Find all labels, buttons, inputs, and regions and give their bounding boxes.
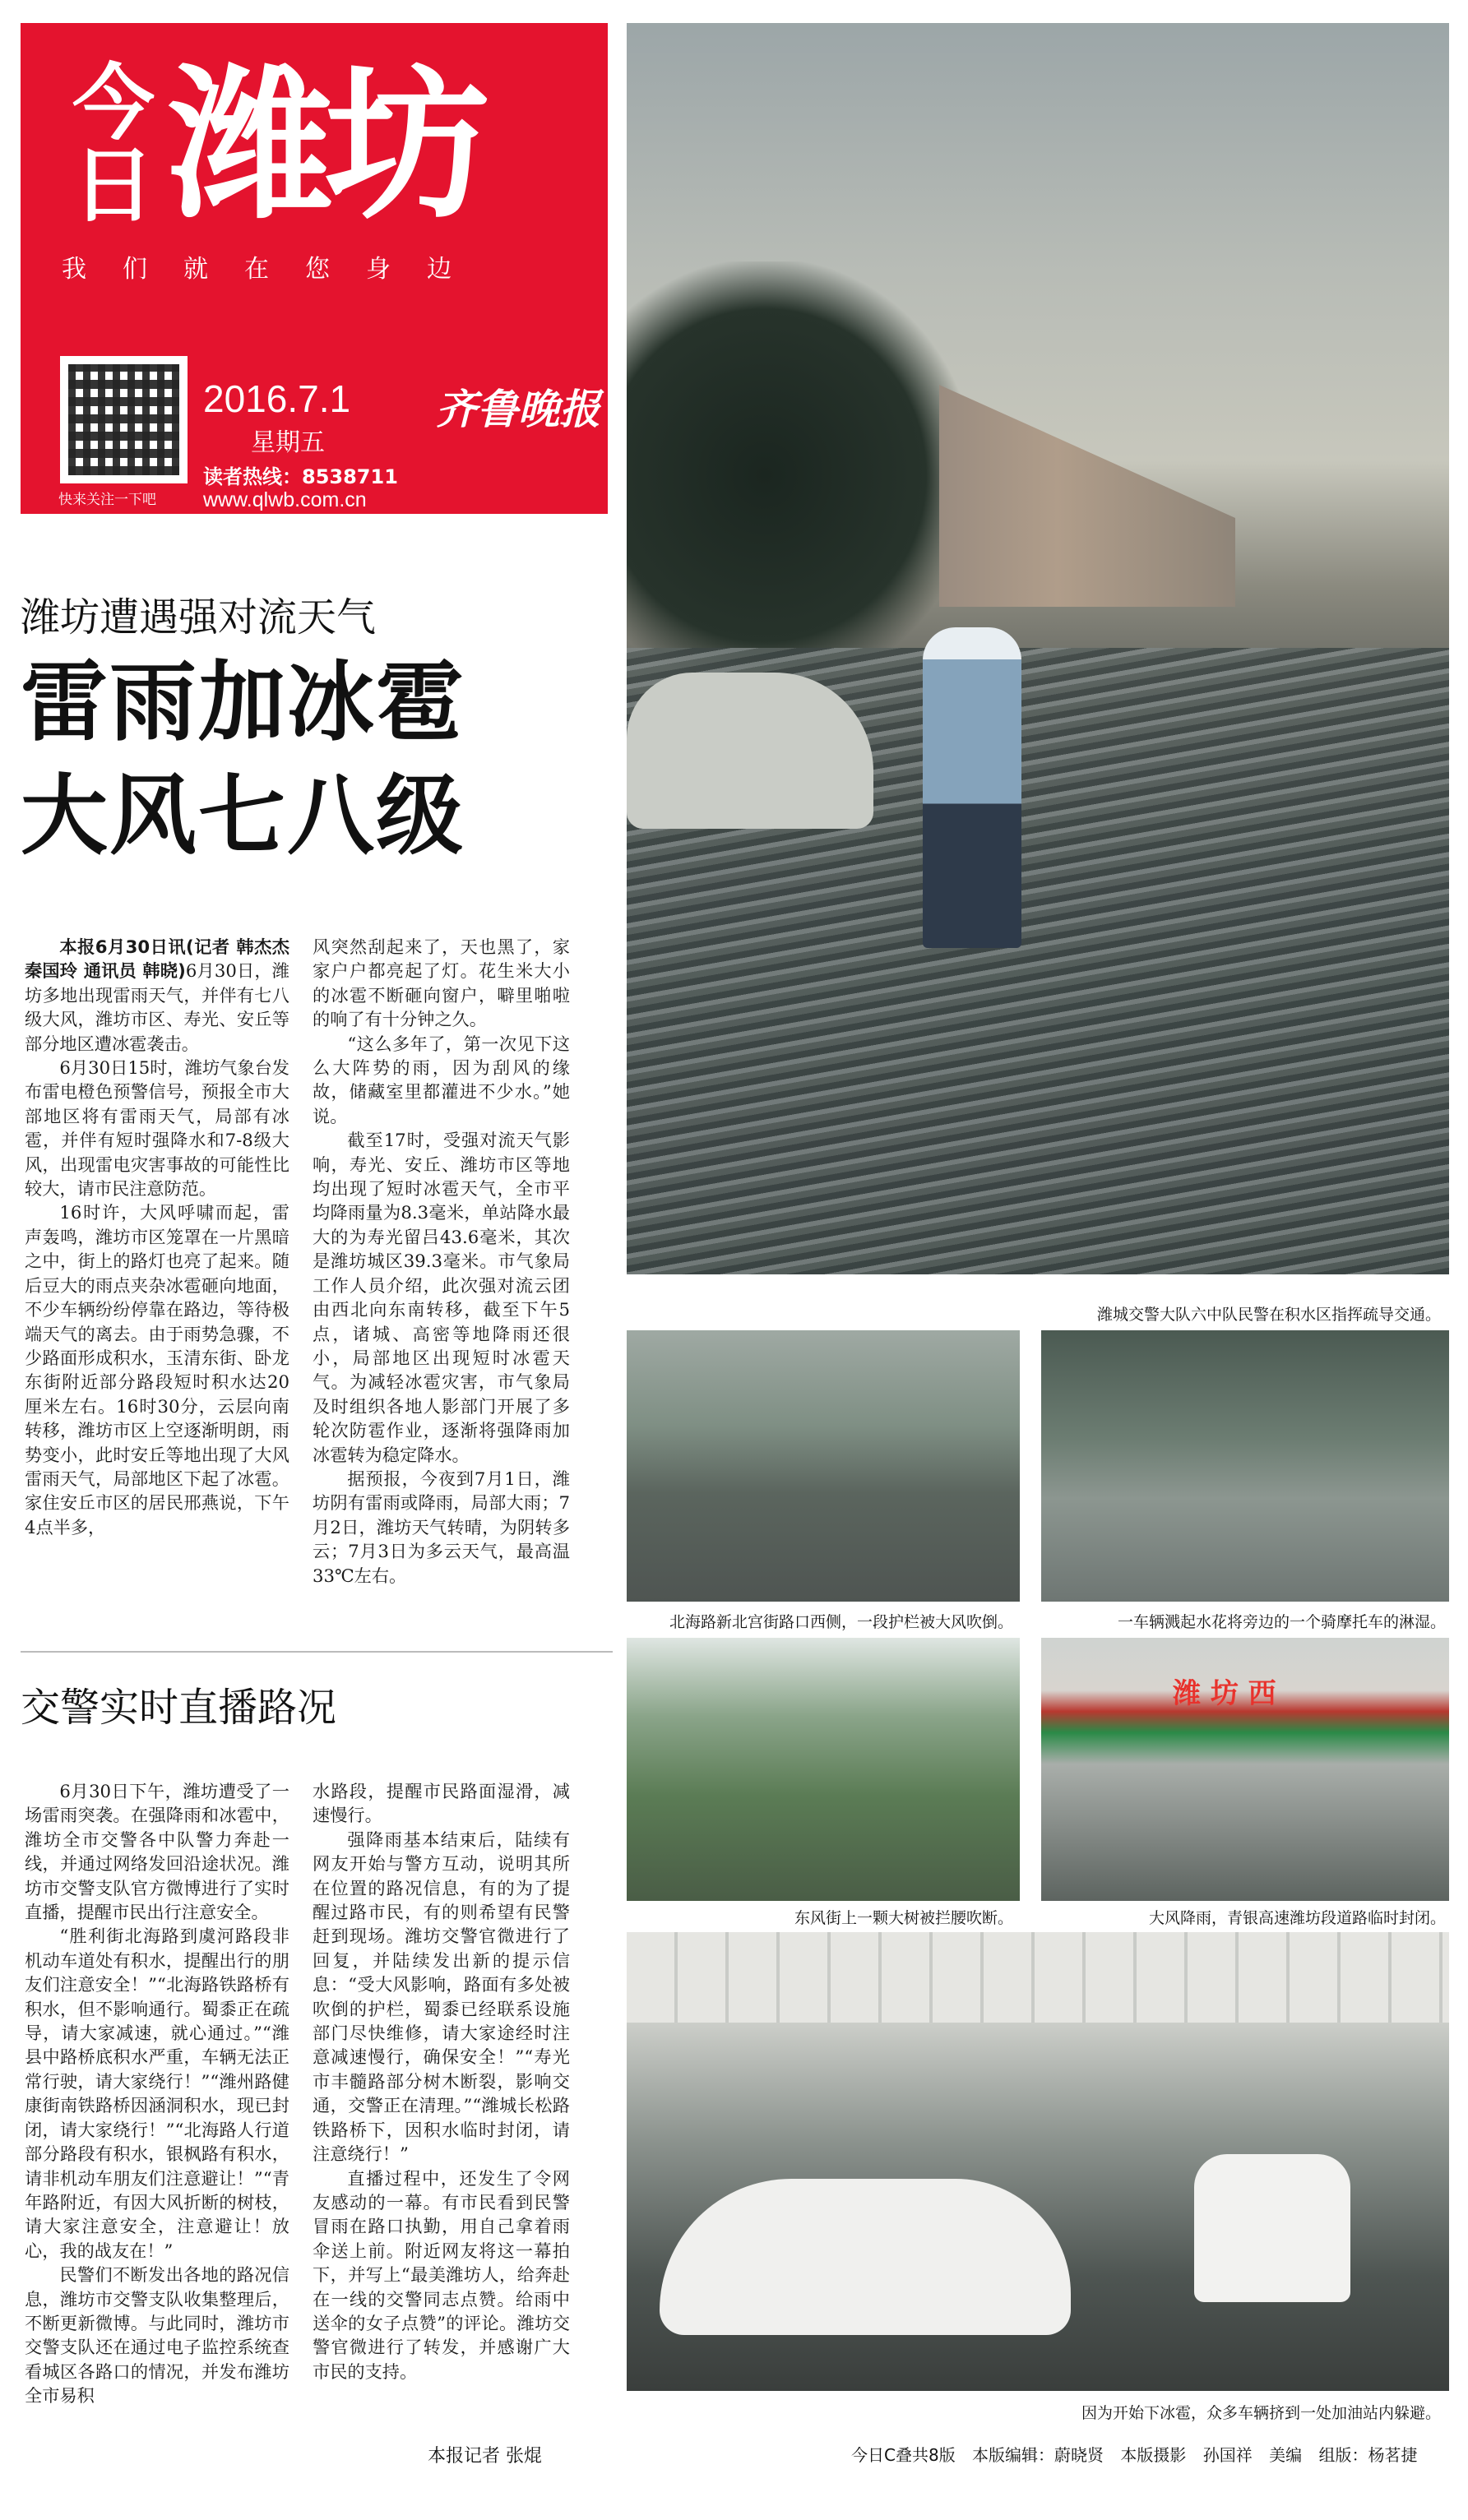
paper-logo: 齐鲁晚报 <box>436 385 600 433</box>
article-paragraph: 风突然刮起来了，天也黑了，家家户户都亮起了灯。花生米大小的冰雹不断砸向窗户，噼里啪啦的响了有十分钟之久。 <box>313 936 570 1030</box>
masthead-slogan: 我们就在您身边 <box>62 255 488 284</box>
qr-caption: 快来关注一下吧 <box>58 492 156 508</box>
photo-gas-station <box>627 1932 1449 2391</box>
qr-code-icon <box>60 356 188 483</box>
photo-broken-tree <box>627 1638 1020 1901</box>
article-1-column-2 <box>313 935 570 1588</box>
article-paragraph: 截至17时，受强对流天气影响，寿光、安丘、潍坊市区等地均出现了短时冰雹天气，全市平均降雨量为8.3毫米，单站降水最大的为寿光留吕43.6毫米，其次是潍坊城区39.3毫米。市气象局工作人员介绍，此次强对流云团由西北向东南转移，截至下午5点，诸城、高密等地降雨还很小，局部地区出现短时冰雹天气。为减轻冰雹灾害，市气象局及时组织各地人影部门开展了多轮次防雹作业，逐渐将强降雨加冰雹转为稳定降水。 <box>313 1130 570 1465</box>
masthead-title: 潍坊 <box>169 50 482 242</box>
article-1-column-1 <box>25 935 289 1539</box>
main-photo <box>627 23 1449 1274</box>
photo-fallen-guardrail <box>627 1330 1020 1602</box>
section-divider <box>21 1651 613 1653</box>
article-paragraph: 直播过程中，还发生了令网友感动的一幕。有市民看到民警冒雨在路口执勤，用自己拿着雨伞送上前。附近网友将这一幕拍下，并写上“最美潍坊人，给奔赴在一线的交警同志点赞。给雨中送伞的女子点赞”的评论。潍坊交警官微进行了转发，并感谢广大市民的支持。 <box>313 2167 570 2382</box>
article-2-column-2 <box>313 1779 570 2384</box>
article-paragraph: 强降雨基本结束后，陆续有网友开始与警方互动，说明其所在位置的路况信息，有的为了提醒过路市民，有的则希望有民警赶到现场。潍坊交警官微进行了回复，并陆续发出新的提示信息：“受大风影响，路面有多处被吹倒的护栏，蜀黍已经联系设施部门尽快维修，请大家途经时注意减速慢行，确保安全！”“寿光市丰髓路部分树木断裂，影响交通，交警正在清理。”“潍城长松路铁路桥下，因积水临时封闭，请注意绕行！” <box>313 1829 570 2165</box>
masthead-jin: 今日 <box>72 55 150 234</box>
article-paragraph: 本报6月30日讯(记者 韩杰杰 秦国玲 通讯员 韩晓)6月30日，潍坊多地出现雷雨天气，并伴有七八级大风，潍坊市区、寿光、安丘等部分地区遭冰雹袭击。 <box>25 936 289 1054</box>
article-paragraph: 6月30日15时，潍坊气象台发布雷电橙色预警信号，预报全市大部地区将有雷雨天气，局部有冰雹，并伴有短时强降水和7-8级大风，出现雷电灾害事故的可能性比较大，请市民注意防范。 <box>25 1057 289 1200</box>
issue-date: 2016.7.1 <box>203 377 351 420</box>
article-paragraph: “这么多年了，第一次见下这么大阵势的雨，因为刮风的缘故，储藏室里都灌进不少水。”她说。 <box>313 1033 570 1126</box>
photo-caption: 因为开始下冰雹，众多车辆挤到一处加油站内躲避。 <box>1081 2404 1441 2422</box>
photo-splashing-car <box>1041 1330 1449 1602</box>
toll-sign: 潍 坊 西 <box>1173 1677 1276 1710</box>
photo-caption: 北海路新北宫街路口西侧，一段护栏被大风吹倒。 <box>669 1613 1013 1631</box>
website-link[interactable]: www.qlwb.com.cn <box>203 488 367 511</box>
article-lead: 本报6月30日讯(记者 韩杰杰 秦国玲 通讯员 韩晓) <box>25 936 289 982</box>
article-paragraph: 6月30日下午，潍坊遭受了一场雷雨突袭。在强降雨和冰雹中，潍坊全市交警各中队警力奔赴一线，并通过网络发回沿途状况。潍坊市交警支队官方微博进行了实时直播，提醒市民出行注意安全。 <box>25 1781 289 1923</box>
photo-toll-station <box>1041 1638 1449 1901</box>
section-title: 交警实时直播路况 <box>21 1685 337 1731</box>
byline: 本报记者 张焜 <box>428 2446 542 2467</box>
photo-caption: 东风街上一颗大树被拦腰吹断。 <box>794 1909 1013 1927</box>
article-paragraph: 水路段，提醒市民路面湿滑，减速慢行。 <box>313 1781 570 1826</box>
headline-kicker: 潍坊遭遇强对流天气 <box>21 594 377 640</box>
main-photo-caption: 潍城交警大队六中队民警在积水区指挥疏导交通。 <box>1096 1306 1441 1324</box>
headline-line-1: 雷雨加冰雹 <box>21 652 465 753</box>
photo-caption: 大风降雨，青银高速潍坊段道路临时封闭。 <box>1148 1909 1446 1927</box>
article-paragraph: 据预报，今夜到7月1日，潍坊阴有雷雨或降雨，局部大雨；7月2日，潍坊天气转晴，为阴转多云；7月3日为多云天气，最高温33℃左右。 <box>313 1468 570 1586</box>
article-2-column-1 <box>25 1779 289 2408</box>
issue-weekday: 星期五 <box>251 428 325 457</box>
article-paragraph: 民警们不断发出各地的路况信息，潍坊市交警支队收集整理后，不断更新微博。与此同时，潍坊市交警支队还在通过电子监控系统查看城区各路口的情况，并发布潍坊全市易积 <box>25 2264 289 2407</box>
reader-hotline: 读者热线：8538711 <box>203 465 398 488</box>
article-paragraph: “胜利街北海路到虞河路段非机动车道处有积水，提醒出行的朋友们注意安全！”“北海路铁路桥有积水，但不影响通行。蜀黍正在疏导，请大家减速，就心通过。”“潍县中路桥底积水严重，车辆无法正常行驶，请大家绕行！”“潍州路健康街南铁路桥因涵洞积水，现已封闭，请大家绕行！”“北海路人行道部分路段有积水，银枫路有积水，请非机动车朋友们注意避让！”“青年路附近，有因大风折断的树枝，请大家注意安全，注意避让！放心，我的战友在！” <box>25 1926 289 2261</box>
article-paragraph: 16时许，大风呼啸而起，雷声轰鸣，潍坊市区笼罩在一片黑暗之中，街上的路灯也亮了起来。随后豆大的雨点夹杂冰雹砸向地面，不少车辆纷纷停靠在路边，等待极端天气的离去。由于雨势急骤，不少路面形成积水，玉清东街、卧龙东街附近部分路段短时积水达20厘米左右。16时30分，云层向南转移，潍坊市区上空逐渐明朗，雨势变小，此时安丘等地出现了大风雷雨天气，局部地区下起了冰雹。家住安丘市区的居民邢燕说，下午4点半多， <box>25 1202 289 1537</box>
photo-caption: 一车辆溅起水花将旁边的一个骑摩托车的淋湿。 <box>1117 1613 1446 1631</box>
headline-line-2: 大风七八级 <box>21 765 465 867</box>
page-footer: 今日C叠共8版 本版编辑：蔚晓贤 本版摄影 孙国祥 美编 组版：杨茗捷 <box>851 2445 1418 2465</box>
masthead <box>21 23 608 514</box>
